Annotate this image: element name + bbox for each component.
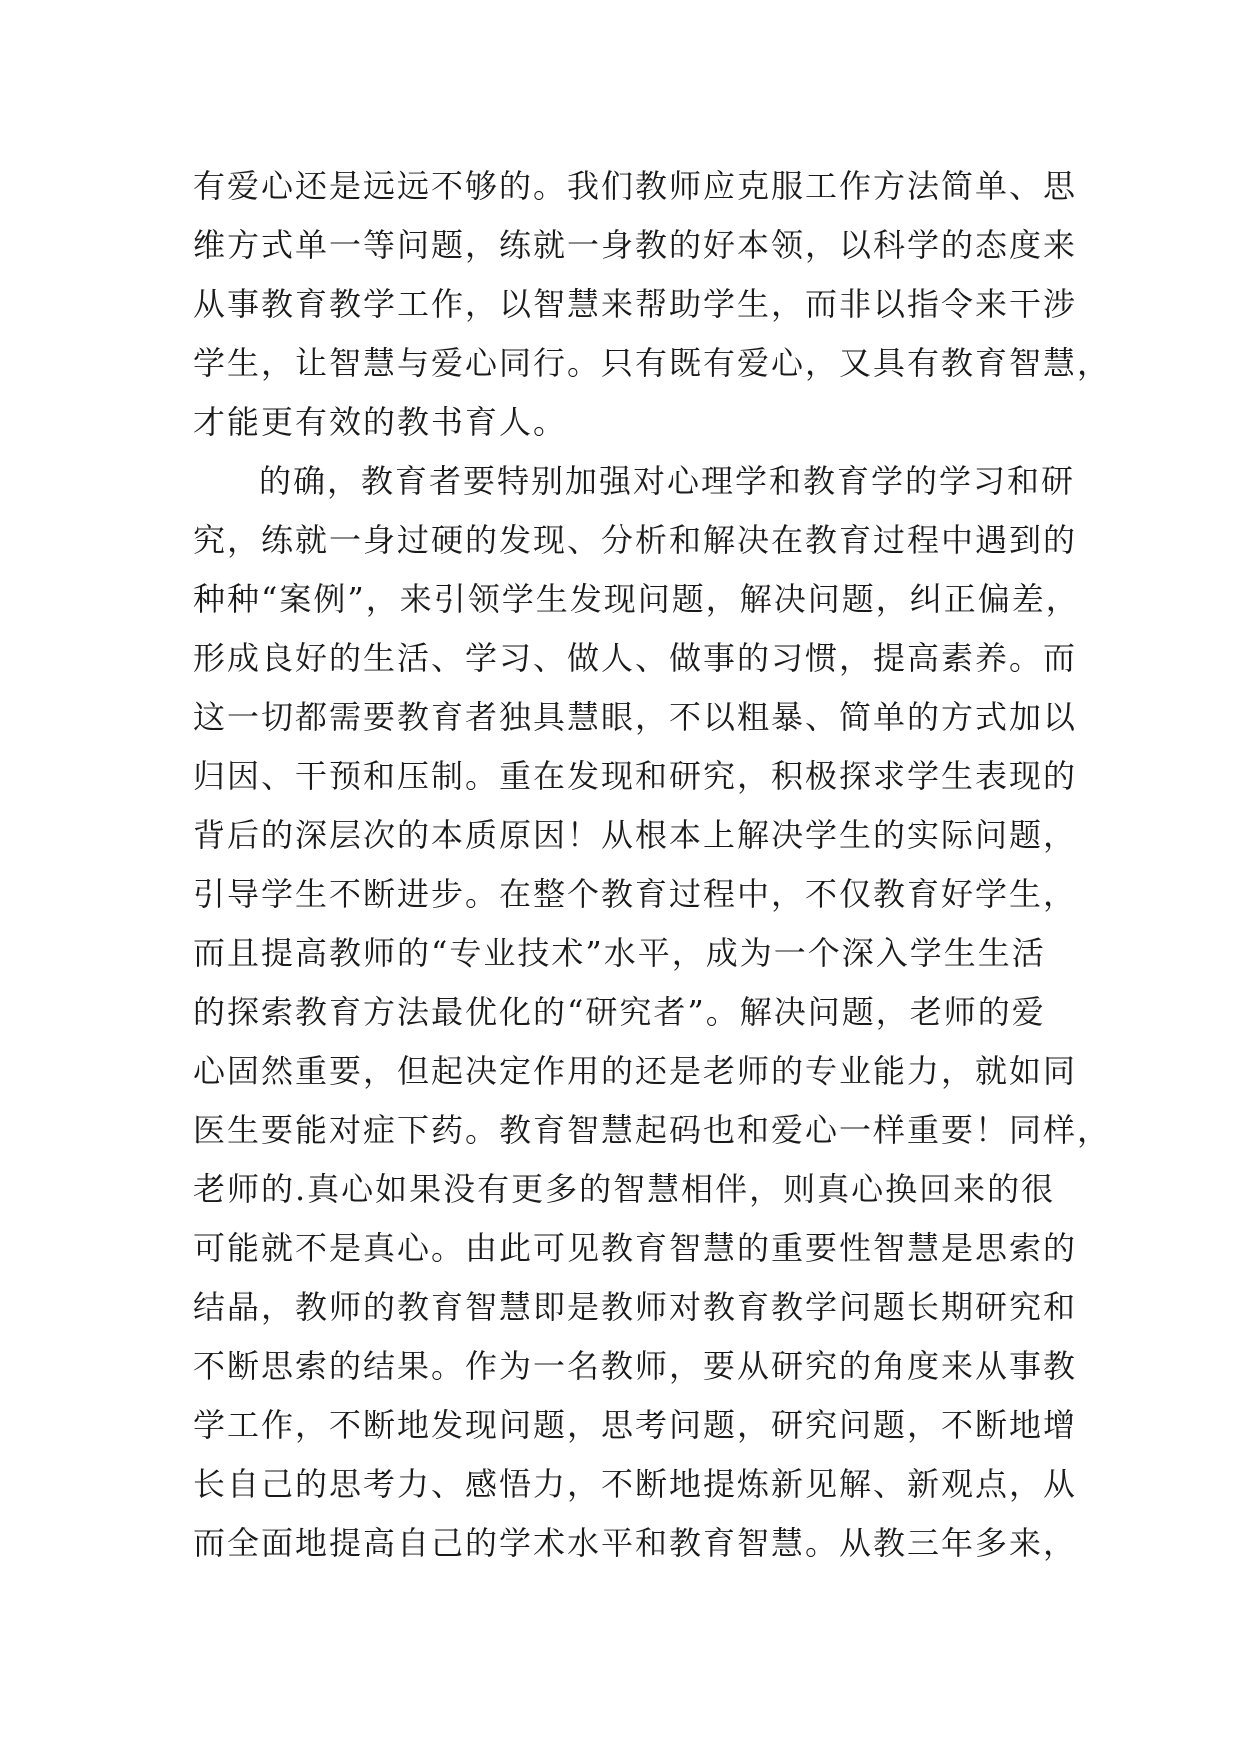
- text-line: 老师的.真心如果没有更多的智慧相伴，则真心换回来的很: [193, 1170, 1056, 1208]
- text-line: 结晶，教师的教育智慧即是教师对教育教学问题长期研究和: [193, 1288, 1078, 1326]
- text-line: 长自己的思考力、感悟力，不断地提炼新见解、新观点，从: [193, 1465, 1078, 1503]
- text-line: 而且提高教师的“专业技术”水平，成为一个深入学生生活: [193, 934, 1046, 972]
- text-line-indented: 的确，教育者要特别加强对心理学和教育学的学习和研: [259, 462, 1076, 500]
- text-line: 从事教育教学工作，以智慧来帮助学生，而非以指令来干涉: [193, 285, 1078, 323]
- text-line: 究，练就一身过硬的发现、分析和解决在教育过程中遇到的: [193, 521, 1078, 559]
- text-line: 心固然重要，但起决定作用的还是老师的专业能力，就如同: [193, 1052, 1078, 1090]
- text-line: 不断思索的结果。作为一名教师，要从研究的角度来从事教: [193, 1347, 1078, 1385]
- text-line: 学工作，不断地发现问题，思考问题，研究问题，不断地增: [193, 1406, 1078, 1444]
- text-line: 可能就不是真心。由此可见教育智慧的重要性智慧是思索的: [193, 1229, 1078, 1267]
- text-line: 才能更有效的教书育人。: [193, 403, 568, 441]
- text-line: 学生，让智慧与爱心同行。只有既有爱心，又具有教育智慧，: [193, 344, 1112, 382]
- paragraph-2: [193, 452, 1112, 1573]
- text-line: 维方式单一等问题，练就一身教的好本领，以科学的态度来: [193, 226, 1078, 264]
- body-text: [193, 157, 1112, 1573]
- text-line: 而全面地提高自己的学术水平和教育智慧。从教三年多来，: [193, 1524, 1078, 1562]
- paragraph-1: [193, 157, 1112, 452]
- text-line: 这一切都需要教育者独具慧眼，不以粗暴、简单的方式加以: [193, 698, 1078, 736]
- text-line: 归因、干预和压制。重在发现和研究，积极探求学生表现的: [193, 757, 1078, 795]
- text-line: 的探索教育方法最优化的“研究者”。解决问题，老师的爱: [193, 993, 1046, 1031]
- text-line: 种种“案例”，来引领学生发现问题，解决问题，纠正偏差，: [193, 580, 1080, 618]
- text-line: 形成良好的生活、学习、做人、做事的习惯，提高素养。而: [193, 639, 1078, 677]
- text-line: 有爱心还是远远不够的。我们教师应克服工作方法简单、思: [193, 167, 1078, 205]
- text-line: 背后的深层次的本质原因！从根本上解决学生的实际问题，: [193, 816, 1078, 854]
- text-line: 医生要能对症下药。教育智慧起码也和爱心一样重要！同样，: [193, 1111, 1112, 1149]
- text-line: 引导学生不断进步。在整个教育过程中，不仅教育好学生，: [193, 875, 1078, 913]
